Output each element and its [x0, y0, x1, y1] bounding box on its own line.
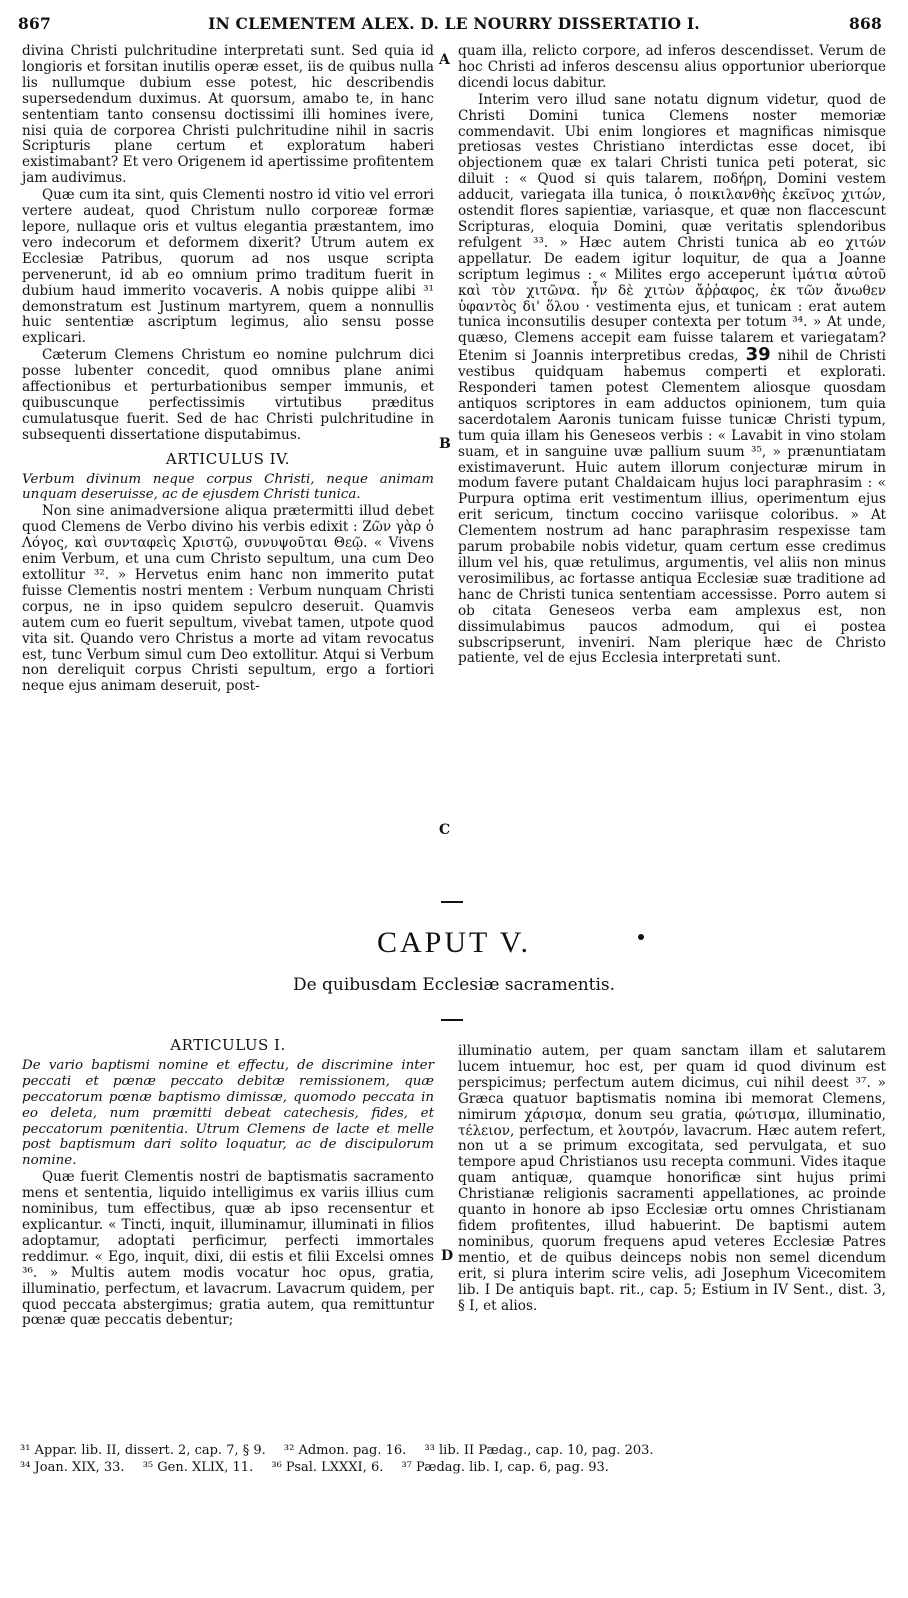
paragraph: Quæ fuerit Clementis nostri de baptismatis sacramento mens et sententia, liquido intelligimus ex variis illius cum nominibus, tum effectibus, quæ ab ipso recensentur et explicantur. « Tincti, inquit, illuminamur, illuminati in filios adoptamur, adoptati perficimur, perfecti immortales reddimur. « Ego, inquit, dixi, dii estis et filii Excelsi omnes ³⁶. » Multis autem modis vocatur hoc opus, gratia, illuminatio, perfectum, et lavacrum. Lavacrum quidem, per quod peccata abstergimus; gratia autem, qua remittuntur pœnæ quæ peccatis debentur; — [22, 1169, 434, 1329]
margin-mark-c: C — [439, 822, 451, 838]
separator-rule — [441, 901, 463, 903]
footnote: ³¹ Appar. lib. II, dissert. 2, cap. 7, § 9. — [20, 1443, 266, 1458]
paragraph: Quæ cum ita sint, quis Clementi nostro id vitio vel errori vertere audeat, quod Christum nullo corporeæ formæ lepore, nullaque oris et vultus elegantia præstantem, imo vero indecorum et deformem dixerit? Utrum autem ex Ecclesiæ Patribus, quorum ad nos usque scripta pervenerunt, id ab eo omnium primo traditum fuerit in dubium haud immerito vocaveris. A nobis quippe alibi ³¹ demonstratum est Justinum martyrem, quem a nonnullis huic sententiæ ascriptum legimus, alio sensu posse explicari. — [22, 187, 434, 347]
bottom-left-column — [22, 1038, 434, 1330]
page-number-right: 868 — [849, 14, 882, 33]
paragraph: illuminatio autem, per quam sanctam illam et salutarem lucem intuemur, hoc est, per quam id quod divinum est perspicimus; perfectum autem dicimus, cui nihil deest ³⁷. » Græca quatuor baptismatis nomina ibi memorat Clemens, nimirum χάρισμα, donum seu gratia, φώτισμα, illuminatio, τέλειον, perfectum, et λουτρόν, lavacrum. Hæc autem refert, non ut a se primum excogitata, sed pervulgata, et suo tempore apud Christianos usu recepta communi. Vides itaque quam antiquæ, quamque honorificæ sint hujus primi Christianæ religionis sacramenti appellationes, ac proinde quanto in honore ab ipso Ecclesiæ ortu omnes Christianam fidem profitentes, illud habuerint. De baptismi autem nominibus, quorum frequens apud veteres Ecclesiæ Patres mentio, et de quibus deinceps nobis non semel dicendum erit, si plura interim scire velis, adi Josephum Vicecomitem lib. I De antiquis bapt. rit., cap. 5; Estium in IV Sent., dist. 3, § I, et alios. — [458, 1043, 886, 1314]
articulus-i-summary: De vario baptismi nomine et effectu, de discrimine inter peccati et pœnæ peccato debitæ remissionem, quæ peccatorum pœnæ baptismo dimissæ, quomodo peccata in eo deleta, num præmitti debeat catechesis, fides, et peccatorum pœnitentia. Utrum Clemens de lacte et melle post baptismum dari solito loquatur, ac de discipulorum nomine. — [22, 1057, 434, 1169]
chapter-title: CAPUT V. — [376, 926, 532, 959]
top-right-column — [458, 44, 886, 668]
paragraph: Cæterum Clemens Christum eo nomine pulchrum dici posse lubenter concedit, quod omnibus plane animi affectionibus et perturbationibus semper immunis, et quibuscunque perfectissimis virtutibus præditus cumulatusque fuerit. Sed de hac Christi pulchritudine in subsequenti dissertatione disputabimus. — [22, 347, 434, 443]
paragraph — [458, 93, 886, 668]
running-title: IN CLEMENTEM ALEX. D. LE NOURRY DISSERTATIO I. — [208, 14, 700, 33]
footnote: ³⁷ Pædag. lib. I, cap. 6, pag. 93. — [401, 1460, 609, 1475]
paragraph: quam illa, relicto corpore, ad inferos descendisset. Verum de hoc Christi ad inferos descensu alius opportunior uberiorque dicendi locus dabitur. — [458, 43, 886, 91]
footnote: ³³ lib. II Pædag., cap. 10, pag. 203. — [424, 1443, 654, 1458]
footnote: ³² Admon. pag. 16. — [283, 1443, 407, 1458]
inline-page-number: 39 — [745, 344, 771, 366]
page-number-left: 867 — [18, 14, 51, 33]
articulus-iv-heading: ARTICULUS IV. — [165, 449, 291, 468]
articulus-i-heading: ARTICULUS I. — [170, 1036, 286, 1054]
footnote: ³⁵ Gen. XLIX, 11. — [142, 1460, 254, 1475]
paragraph-text: nihil de Christi vestibus quidquam habemus comperti et explorati. Responderi tamen potest Clementem aliosque quosdam antiquos scriptores in eam adductos opinionem, tum quia sacerdotalem Aaronis tunicam fuisse tunicæ Christi typum, tum quia illam his Geneseos verbis : « Lavabit in vino stolam suam, et in sanguine uvæ pallium suum ³⁵, » prænuntiatam existimaverunt. Huic autem illorum conjecturæ mirum in modum favere putant Chaldaicam hujus loci paraphrasim : « Purpura optima erit vestimentum illius, operimentum ejus erit sericum, tinctum coccino variisque coloribus. » At Clementem nostrum ad hanc paraphrasim respexisse tam parum probabile nobis videtur, quam certum esse credimus illum vel his, quæ retulimus, argumentis, vel aliis non minus verosimilibus, ac fortasse antiqua Ecclesiæ suæ traditione ad hanc de Christi tunica sententiam accessisse. Porro autem si ob citata Geneseos verba eam amplexus est, non dissimulabimus paucos admodum, qui ei postea subscripserunt, inveniri. Nam plerique hæc de Christo patiente, vel de ejus Ecclesia interpretati sunt. — [458, 348, 886, 667]
footnote-line — [20, 1459, 890, 1476]
margin-mark-d: D — [441, 1248, 454, 1264]
bottom-right-column — [458, 1044, 886, 1315]
paragraph: divina Christi pulchritudine interpretati sunt. Sed quia id longioris et forsitan inutilis operæ esset, iis de quibus nulla lis nullumque dubium esse potest, hic describendis supersedendum duximus. At quorsum, amabo te, in hanc sententiam tanto consensu doctissimi illi homines ivere, nisi quia de corporea Christi pulchritudine nihil in sacris Scripturis plane certum et exploratum haberi existimabant? Et vero Origenem id apertissime profitentem jam audivimus. — [22, 43, 434, 187]
chapter-subtitle: De quibusdam Ecclesiæ sacramentis. — [292, 975, 616, 995]
decorative-dot — [638, 934, 644, 940]
separator-rule — [441, 1019, 463, 1021]
margin-mark-a: A — [439, 52, 450, 68]
paragraph: Non sine animadversione aliqua prætermitti illud debet quod Clemens de Verbo divino his verbis edixit : Ζῶν γὰρ ὁ Λόγος, καὶ συνταφεὶς Χριστῷ, συνυψοῦται Θεῷ. « Vivens enim Verbum, et una cum Christo sepultum, una cum Deo extollitur ³². » Hervetus enim hanc non immerito putat fuisse Clementis nostri mentem : Verbum nunquam Christi corpus, ne in ipso quidem sepulcro deseruit. Quamvis autem cum eo fuerit sepultum, vivebat tamen, utpote quod vita sit. Quando vero Christus a morte ad vitam revocatus est, tunc Verbum simul cum Deo extollitur. Atqui si Verbum non dereliquit corpus Christi sepultum, ergo a fortiori neque ejus animam deseruit, post- — [22, 503, 434, 695]
top-left-column — [22, 44, 434, 696]
paragraph-text: Interim vero illud sane notatu dignum videtur, quod de Christi Domini tunica Clemens noster memoriæ commendavit. Ubi enim longiores et magnificas nimisque pretiosas vestes Christiano interdictas esse docet, ibi objectionem quæ ex talari Christi tunica peti poterat, sic diluit : « Quod si quis talarem, ποδήρη, Domini vestem adducit, variegata illa tunica, ὁ ποικιλανθὴς ἐκεῖνος χιτών, ostendit flores sapientiæ, variasque, et quæ non flaccescunt Scripturas, eloquia Domini, quæ veritatis splendoribus refulgent ³³. » Hæc autem Christi tunica ab eo χιτών appellatur. De eadem igitur loquitur, de qua a Joanne scriptum legimus : « Milites ergo acceperunt ἱμάτια αὐτοῦ καὶ τὸν χιτῶνα. ἦν δὲ χιτὼν ἄῤῥαφος, ἐκ τῶν ἄνωθεν ὑφαντὸς δι' ὅλου · vestimenta ejus, et tunicam : erat autem tunica inconsutilis desuper contexta per totum ³⁴. » At unde, quæso, Clemens accepit eam fuisse talarem et variegatam? Etenim si Joannis interpretibus credas, — [458, 91, 886, 365]
footnote: ³⁴ Joan. XIX, 33. — [20, 1460, 125, 1475]
margin-mark-b: B — [439, 436, 451, 452]
footnotes — [20, 1442, 890, 1476]
footnote: ³⁶ Psal. LXXXI, 6. — [271, 1460, 384, 1475]
footnote-line — [20, 1442, 890, 1459]
articulus-iv-summary: Verbum divinum neque corpus Christi, neque animam unquam deseruisse, ac de ejusdem Christi tunica. — [22, 471, 434, 503]
